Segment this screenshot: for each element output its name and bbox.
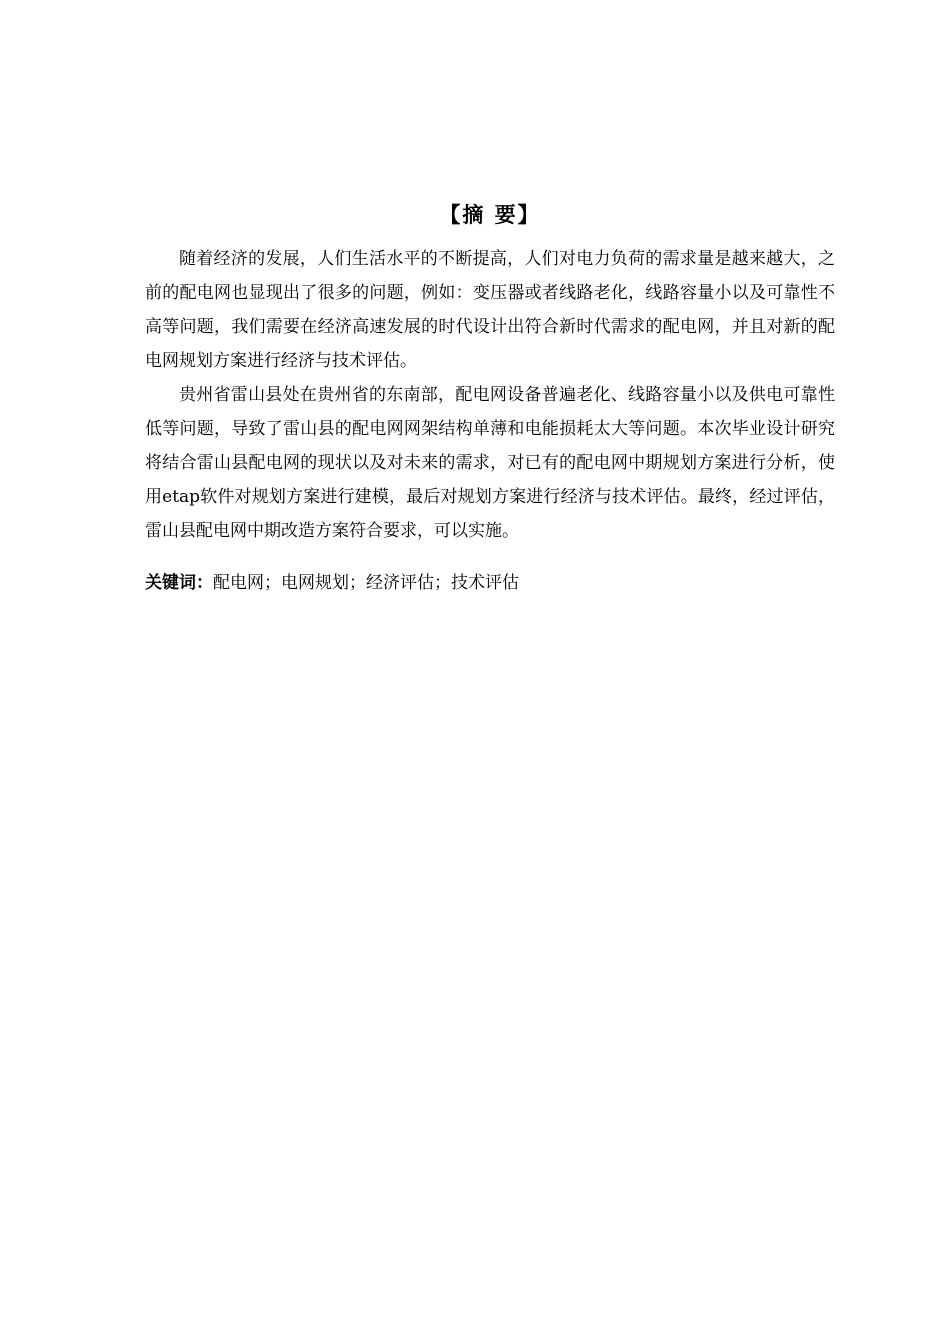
abstract-paragraph-1: 随着经济的发展，人们生活水平的不断提高，人们对电力负荷的需求量是越来越大，之前的配电网也显现出了很多的问题，例如：变压器或者线路老化，线路容量小以及可靠性不高等问题，我们需要在经济高速发展的时代设计出符合新时代需求的配电网，并且对新的配电网规划方案进行经济与技术评估。 [145, 249, 835, 371]
abstract-paragraph-2: 贵州省雷山县处在贵州省的东南部，配电网设备普遍老化、线路容量小以及供电可靠性低等问题，导致了雷山县的配电网网架结构单薄和电能损耗太大等问题。本次毕业设计研究将结合雷山县配电网的现状以及对未来的需求，对已有的配电网中期规划方案进行分析，使用etap软件对规划方案进行建模，最后对规划方案进行经济与技术评估。最终，经过评估，雷山县配电网中期改造方案符合要求，可以实施。 [145, 385, 835, 541]
abstract-title: 【摘 要】 [439, 203, 541, 227]
keywords-text: 配电网；电网规划；经济评估；技术评估 [213, 573, 519, 593]
keywords-label: 关键词： [145, 573, 213, 593]
abstract-section [145, 200, 835, 598]
keywords-line [145, 568, 835, 598]
